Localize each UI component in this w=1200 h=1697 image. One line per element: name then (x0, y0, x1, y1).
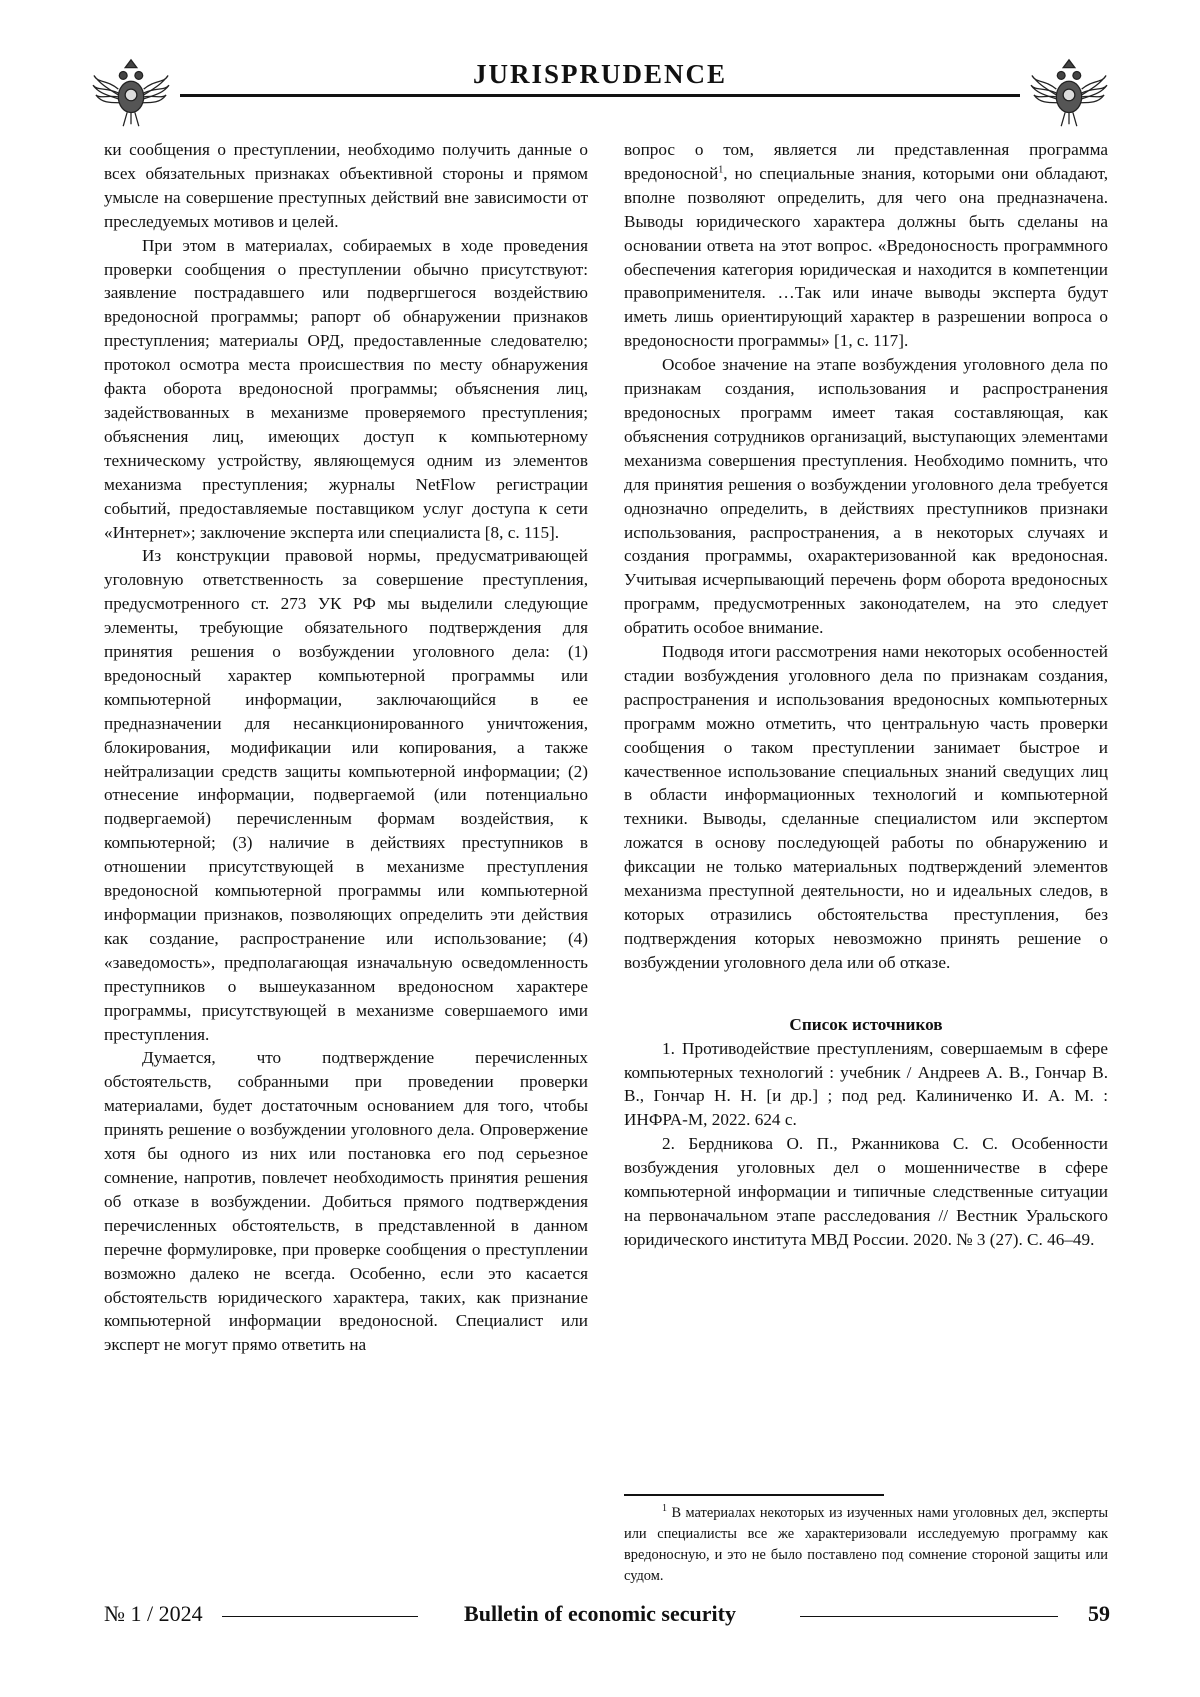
footer-divider-right (800, 1616, 1058, 1617)
paragraph: Из конструкции правовой нормы, предусматривающей уголовную ответственность за совершение преступления, предусмотренного ст. 273 УК РФ мы выделили следующие элементы, требующие обязательного подтверждения для принятия решения о возбуждении уголовного дела: (1) вредоносный характер компьютерной программы или компьютерной информации, заключающийся в ее предназначении для несанкционированного уничтожения, блокирования, модификации или копирования, а также нейтрализации средств защиты компьютерной информации; (2) отнесение информации, подвергаемой (или потенциально подвергаемой) перечисленным формам воздействия, к компьютерной; (3) наличие в действиях преступников в отношении присутствующей в механизме преступления вредоносной компьютерной программы или компьютерной информации признаков, позволяющих определить эти действия как создание, распространение или использование; (4) «заведомость», предполагающая изначальную осведомленность преступников о вышеуказанном вредоносном характере программы, присутствующей в механизме совершаемого ими преступления. (104, 546, 588, 1044)
reference-item: 1. Противодействие преступлениям, совершаемым в сфере компьютерных технологий : учебник / Андреев А. В., Гончар В. В., Гончар Н. Н. [и др.] ; под ред. Калиниченко И. А. М. : ИНФРА-М, 2022. 624 с. (624, 1038, 1108, 1130)
paragraph: Подводя итоги рассмотрения нами некоторых особенностей стадии возбуждения уголовного дела по признакам создания, распространения и использования вредоносных компьютерных программ можно отметить, что центральную часть проверки сообщения о таком преступлении занимает быстрое и качественное использование специальных знаний сведущих лиц в области информационных технологий и компьютерной техники. Выводы, сделанные специалистом или экспертом ложатся в основу последующей работы по обнаружению и фиксации не только материальных подтверждений элементов механизма преступной деятельности, но и идеальных следов, в которых отразились обстоятельства преступления, без подтверждения которых невозможно принять решение о возбуждении уголовного дела или об отказе. (624, 642, 1108, 972)
journal-title: Bulletin of economic security (464, 1601, 736, 1626)
page-footer (0, 1600, 1200, 1640)
page-number: 59 (1088, 1601, 1110, 1626)
footnote (624, 1503, 1108, 1587)
issue-number: № 1 / 2024 (104, 1601, 203, 1626)
section-title: JURISPRUDENCE (472, 59, 728, 89)
references-heading: Список источников (789, 1014, 943, 1034)
footnote-divider (624, 1494, 884, 1496)
footnote-mark: 1 (662, 1503, 667, 1515)
header-divider (180, 94, 1020, 97)
footnote-text: В материалах некоторых из изученных нами уголовных дел, эксперты или специалисты все же характеризовали исследуемую программу как вредоносную, и это не было поставлено под сомнение стороной защиты или судом. (624, 1505, 1108, 1584)
paragraph (624, 138, 1108, 353)
reference-item: 2. Бердникова О. П., Ржанникова С. С. Особенности возбуждения уголовных дел о мошенничестве в сфере компьютерной информации и типичные следственные ситуации на первоначальном этапе расследования // Вестник Уральского юридического института МВД России. 2020. № 3 (27). С. 46–49. (624, 1134, 1108, 1249)
paragraph: При этом в материалах, собираемых в ходе проведения проверки сообщения о преступлении обычно присутствуют: заявление пострадавшего или подвергшегося воздействию вредоносной программы; рапорт об обнаружении признаков преступления; материалы ОРД, предоставленные следователю; протокол осмотра места происшествия по месту обнаружения факта оборота вредоносной программы; объяснения лиц, задействованных в механизме проверяемого преступления; объяснения лиц, имеющих доступ к компьютерному техническому устройству, являющемуся одним из элементов механизма преступления; журналы NetFlow регистрации событий, предоставляемые поставщиком услуг доступа к сети «Интернет»; заключение эксперта или специалиста [8, с. 115]. (104, 235, 588, 542)
right-column (624, 138, 1108, 1252)
paragraph: Думается, что подтверждение перечисленных обстоятельств, собранными при проведении проверки материалами, будет достаточным основанием для того, чтобы принять решение о возбуждении уголовного дела. Опровержение хотя бы одного из них или постановка его под серьезное сомнение, напротив, повлечет необходимость принятия решения об отказе в возбуждении. Добиться прямого подтверждения перечисленных обстоятельств, в представленной в данном перечне формулировке, при проверке сообщения о преступлении возможно далеко не всегда. Особенно, если это касается обстоятельств юридического характера, таких, как признание компьютерной информации вредоносной. Специалист или эксперт не могут прямо ответить на (104, 1048, 588, 1355)
left-column (104, 138, 588, 1357)
paragraph-text: вопрос о том, является ли представленная программа вредоносной (624, 140, 1108, 183)
page-header (0, 0, 1200, 140)
footnote-reference: 1 (718, 164, 724, 176)
paragraph-text: , но специальные знания, которыми они обладают, вполне позволяют определить, для чего она предназначена. Выводы юридического характера должны быть сделаны на основании ответа на этот вопрос. «Вредоносность программного обеспечения категория юридическая и находится в компетенции правоприменителя. …Так или иначе выводы эксперта будут иметь лишь ориентирующий характер в разрешении вопроса о вредоносности программы» [1, с. 117]. (624, 163, 1108, 351)
double-headed-eagle-emblem-icon (1030, 54, 1108, 132)
paragraph: ки сообщения о преступлении, необходимо получить данные о всех обязательных признаках объективной стороны и прямом умысле на совершение преступных действий вне зависимости от преследуемых мотивов и целей. (104, 140, 588, 231)
paragraph: Особое значение на этапе возбуждения уголовного дела по признакам создания, использования и распространения вредоносных программ имеет такая составляющая, как объяснения сотрудников организаций, выступающих элементами механизма совершения преступления. Необходимо помнить, что для принятия решения о возбуждении уголовного дела требуется однозначно определить, в действиях преступников признаки использования, распространения, а в некоторых случаях и создания программы, охарактеризованной как вредоносная. Учитывая исчерпывающий перечень форм оборота вредоносных программ, предусмотренных законодателем, на это следует обратить особое внимание. (624, 355, 1108, 638)
